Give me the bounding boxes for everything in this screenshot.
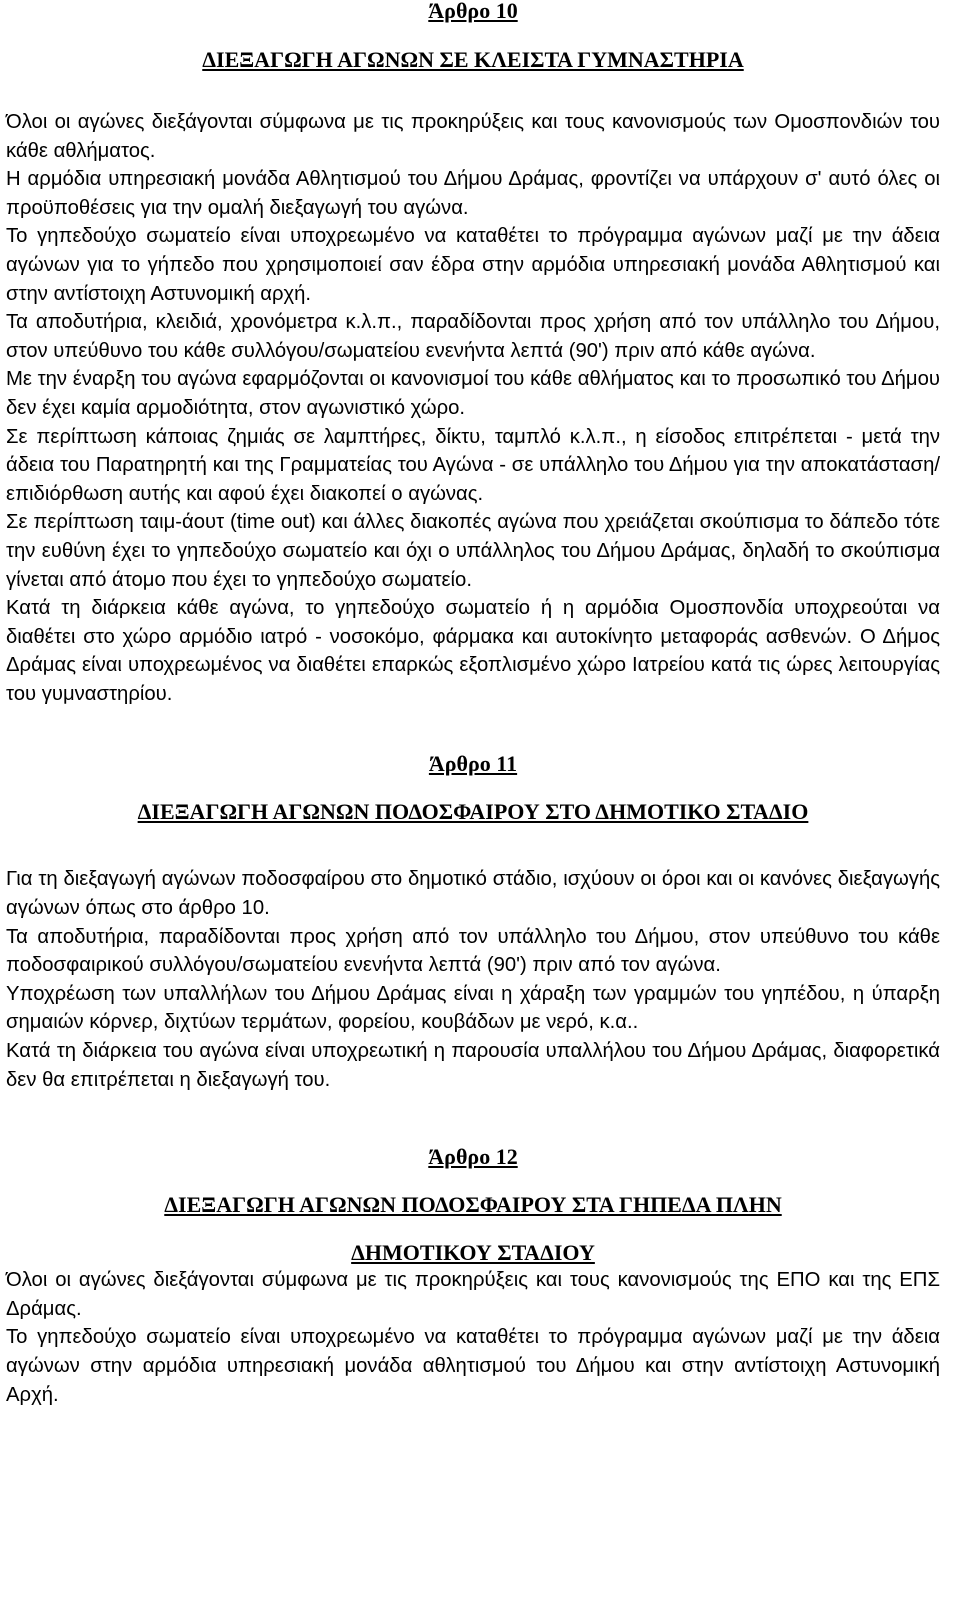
article-11-paragraph-4: Κατά τη διάρκεια του αγώνα είναι υποχρεωτική η παρουσία υπαλλήλου του Δήμου Δράμας, διαφορετικά δεν θα επιτρέπεται η διεξαγωγή του. <box>6 1040 940 1091</box>
document-page <box>6 0 940 1409</box>
article-10-paragraph-7: Σε περίπτωση ταιμ-άουτ (time out) και άλλες διακοπές αγώνα που χρειάζεται σκούπισμα το δάπεδο τότε την ευθύνη έχει το γηπεδούχο σωματείο και όχι ο υπάλληλος του Δήμου Δράμας, δηλαδή το σκούπισμα γίνεται από άτομο που έχει το γηπεδούχο σωματείο. <box>6 511 940 591</box>
article-12-title-line-2: ΔΗΜΟΤΙΚΟΥ ΣΤΑΔΙΟΥ <box>351 1240 595 1266</box>
article-10-body <box>6 108 940 708</box>
article-11-paragraph-3: Υποχρέωση των υπαλλήλων του Δήμου Δράμας είναι η χάραξη των γραμμών του γηπέδου, η ύπαρξη σημαιών κόρνερ, διχτύων τερμάτων, φορείου, κουβάδων με νερό, κ.α.. <box>6 982 940 1034</box>
article-10-paragraph-8: Κατά τη διάρκεια κάθε αγώνα, το γηπεδούχο σωματείο ή η αρμόδια Ομοσπονδία υποχρεούται να διαθέτει στο χώρο αρμόδιο ιατρό - νοσοκόμο, φάρμακα και αυτοκίνητο μεταφοράς ασθενών. Ο Δήμος Δράμας είναι υποχρεωμένος να διαθέτει επαρκώς εξοπλισμένο χώρο Ιατρείου κατά τις ώρες λειτουργίας του γυμναστηρίου. <box>6 597 940 705</box>
article-11-body <box>6 865 940 1094</box>
article-10-label: Άρθρο 10 <box>428 0 518 23</box>
article-12-label: Άρθρο 12 <box>428 1144 518 1170</box>
article-10-paragraph-3: Το γηπεδούχο σωματείο είναι υποχρεωμένο να καταθέτει το πρόγραμμα αγώνων μαζί με την άδεια αγώνων για το γήπεδο που χρησιμοποιεί σαν έδρα στην αρμόδια υπηρεσιακή μονάδα Αθλητισμού και στην αντίστοιχη Αστυνομική αρχή. <box>6 225 940 305</box>
article-11-paragraph-2: Τα αποδυτήρια, παραδίδονται προς χρήση από τον υπάλληλο του Δήμου, στον υπεύθυνο του κάθε ποδοσφαιρικού συλλόγου/σωματείου ενενήντα λεπτά (90') πριν από τον αγώνα. <box>6 925 940 977</box>
article-12-paragraph-1: Όλοι οι αγώνες διεξάγονται σύμφωνα με τις προκηρύξεις και τους κανονισμούς της ΕΠΟ και της ΕΠΣ Δράμας. <box>6 1269 940 1320</box>
article-10-paragraph-4: Τα αποδυτήρια, κλειδιά, χρονόμετρα κ.λ.π., παραδίδονται προς χρήση από τον υπάλληλο του Δήμου, στον υπεύθυνο του κάθε συλλόγου/σωματείου ενενήντα λεπτά (90') πριν από κάθε αγώνα. <box>6 311 940 362</box>
article-11-title: ΔΙΕΞΑΓΩΓΗ ΑΓΩΝΩΝ ΠΟΔΟΣΦΑΙΡΟΥ ΣΤΟ ΔΗΜΟΤΙΚΟ ΣΤΑΔΙΟ <box>137 799 809 825</box>
article-12-paragraph-2: Το γηπεδούχο σωματείο είναι υποχρεωμένο να καταθέτει το πρόγραμμα αγώνων μαζί με την άδεια αγώνων στην αρμόδια υπηρεσιακή μονάδα αθλητισμού του Δήμου και στην αντίστοιχη Αστυνομική Αρχή. <box>6 1326 940 1406</box>
article-10-paragraph-6: Σε περίπτωση κάποιας ζημιάς σε λαμπτήρες, δίκτυ, ταμπλό κ.λ.π., η είσοδος επιτρέπεται - μετά την άδεια του Παρατηρητή και της Γραμματείας του Αγώνα - σε υπάλληλο του Δήμου για την αποκατάσταση/επιδιόρθωση αυτής και αφού έχει διακοπεί ο αγώνας. <box>6 425 940 505</box>
article-10-title: ΔΙΕΞΑΓΩΓΗ ΑΓΩΝΩΝ ΣΕ ΚΛΕΙΣΤΑ ΓΥΜΝΑΣΤΗΡΙΑ <box>202 47 744 72</box>
article-12-title-line-1: ΔΙΕΞΑΓΩΓΗ ΑΓΩΝΩΝ ΠΟΔΟΣΦΑΙΡΟΥ ΣΤΑ ΓΗΠΕΔΑ ΠΛΗΝ <box>164 1192 782 1218</box>
article-10-paragraph-5: Με την έναρξη του αγώνα εφαρμόζονται οι κανονισμοί του κάθε αθλήματος και το προσωπικό του Δήμου δεν έχει καμία αρμοδιότητα, στον αγωνιστικό χώρο. <box>6 368 940 419</box>
article-10-paragraph-1: Όλοι οι αγώνες διεξάγονται σύμφωνα με τις προκηρύξεις και τους κανονισμούς των Ομοσπονδιών του κάθε αθλήματος. <box>6 111 940 162</box>
article-10-paragraph-2: Η αρμόδια υπηρεσιακή μονάδα Αθλητισμού του Δήμου Δράμας, φροντίζει να υπάρχουν σ' αυτό όλες οι προϋποθέσεις για την ομαλή διεξαγωγή του αγώνα. <box>6 168 940 219</box>
article-11-label: Άρθρο 11 <box>428 751 518 777</box>
article-11-paragraph-1: Για τη διεξαγωγή αγώνων ποδοσφαίρου στο δημοτικό στάδιο, ισχύουν οι όροι και οι κανόνες διεξαγωγής αγώνων όπως στο άρθρο 10. <box>6 868 940 920</box>
article-12-body <box>6 1266 940 1409</box>
